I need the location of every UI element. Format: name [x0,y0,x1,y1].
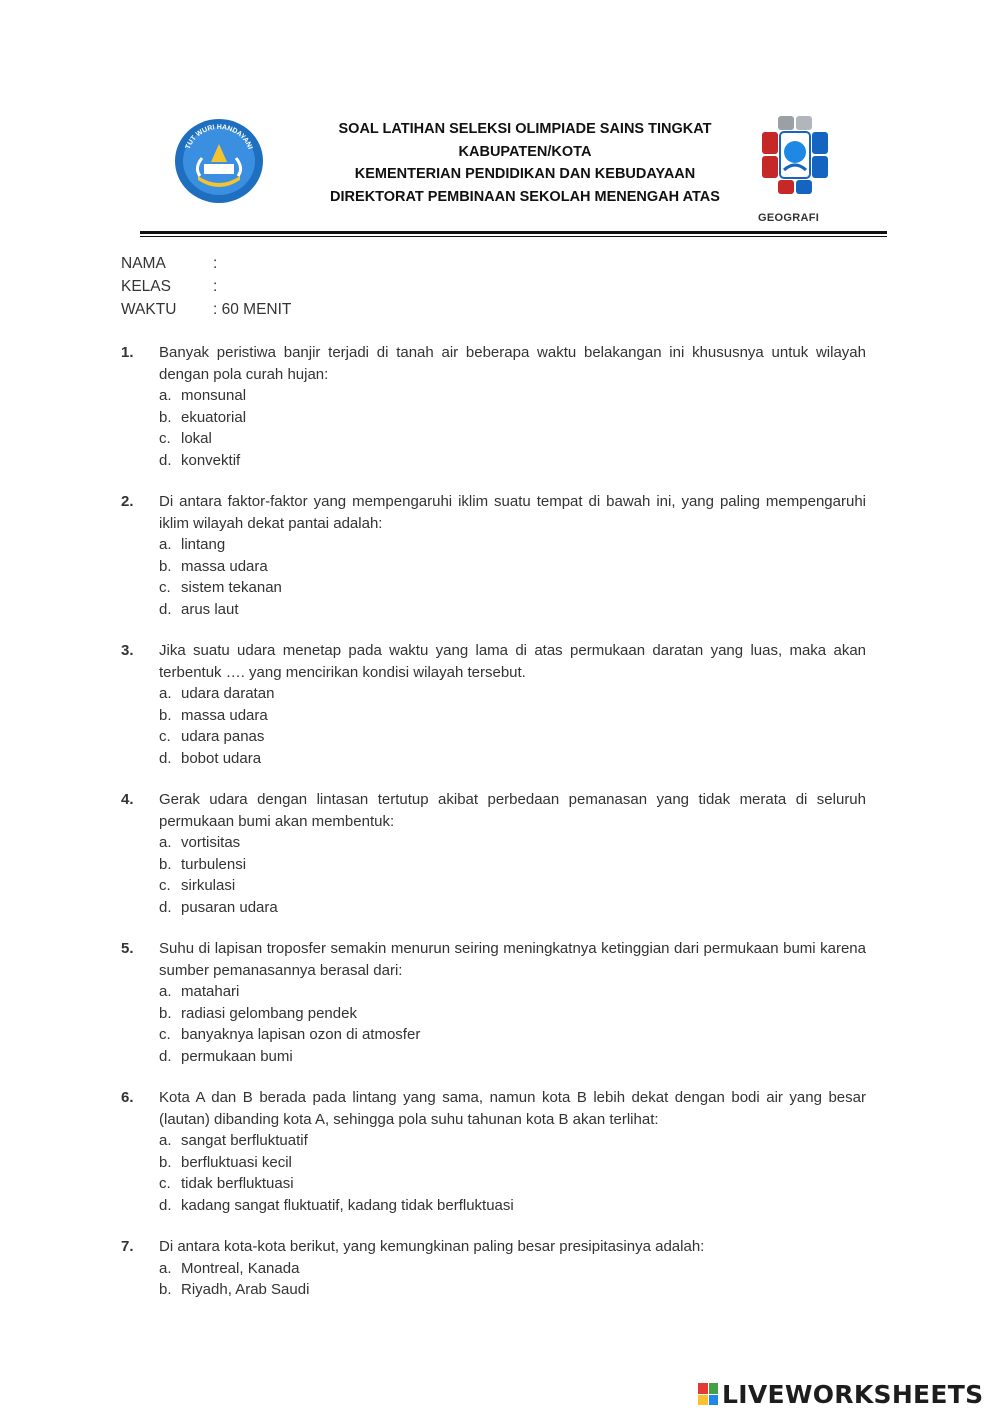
option-letter: b. [159,1281,172,1298]
option-text: matahari [181,983,240,1000]
option-text: arus laut [181,600,239,618]
option-letter: a. [159,1132,172,1149]
option-text: berfluktuasi kecil [181,1153,292,1171]
option-text: banyaknya lapisan ozon di atmosfer [181,1026,421,1043]
option-letter: a. [159,536,172,553]
logo-square-green [709,1383,719,1394]
option-text: lintang [181,536,226,553]
brand-text: LIVEWORKSHEETS [722,1379,984,1409]
option-letter: c. [159,1026,171,1043]
question-7 [121,1236,866,1301]
logo-square-red [698,1383,708,1394]
option-text: pusaran udara [181,898,278,916]
answer-option[interactable] [159,832,866,854]
liveworksheets-brand[interactable] [698,1380,983,1408]
answer-option[interactable] [159,981,866,1003]
option-text: sangat berfluktuatif [181,1132,308,1149]
question-1 [121,342,866,471]
option-letter: b. [159,557,172,575]
answer-option[interactable] [159,1279,866,1301]
answer-option[interactable] [159,897,866,919]
option-letter: a. [159,387,172,404]
option-letter: c. [159,579,171,596]
identity-value: : 60 MENIT [213,301,292,318]
identity-label: KELAS [121,278,171,295]
liveworksheets-logo-icon [698,1383,718,1405]
answer-option[interactable] [159,450,866,472]
question-text: Di antara faktor-faktor yang mempengaruhi iklim suatu tempat di bawah ini, yang paling mempengaruhi iklim wilayah dekat pantai adalah: [159,493,866,532]
option-letter: a. [159,1259,172,1277]
question-number: 7. [121,1238,134,1255]
svg-text:TUT WURI HANDAYANI: TUT WURI HANDAYANI [184,123,254,151]
option-text: kadang sangat fluktuatif, kadang tidak berfluktuasi [181,1196,514,1214]
option-text: massa udara [181,706,268,724]
question-text: Jika suatu udara menetap pada waktu yang lama di atas permukaan daratan yang luas, maka akan terbentuk …. yang mencirikan kondisi wilayah tersebut. [159,642,866,681]
answer-option[interactable] [159,599,866,621]
option-letter: c. [159,728,171,745]
answer-option[interactable] [159,385,866,407]
option-letter: a. [159,685,172,702]
answer-option[interactable] [159,577,866,599]
option-text: Montreal, Kanada [181,1259,300,1277]
answer-option[interactable] [159,1003,866,1025]
question-text: Suhu di lapisan troposfer semakin menurun seiring meningkatnya ketinggian dari permukaan bumi karena sumber pemanasannya berasal dari: [159,940,866,979]
option-text: konvektif [181,451,241,469]
answer-option[interactable] [159,1024,866,1046]
logo-square-yellow [698,1395,708,1406]
title-line: SOAL LATIHAN SELEKSI OLIMPIADE SAINS TINGKAT [338,121,712,137]
option-letter: c. [159,1175,171,1192]
option-text: radiasi gelombang pendek [181,1004,357,1022]
title-line: KABUPATEN/KOTA [458,143,592,160]
geografi-logo [758,114,830,226]
answer-option[interactable] [159,1173,866,1195]
question-number: 2. [121,493,134,510]
option-letter: b. [159,408,172,426]
geografi-caption: GEOGRAFI [758,212,820,224]
option-text: Riyadh, Arab Saudi [181,1281,310,1298]
option-letter: b. [159,706,172,724]
answer-option[interactable] [159,428,866,450]
option-text: udara daratan [181,685,275,702]
option-text: sistem tekanan [181,579,282,596]
option-letter: d. [159,1047,172,1065]
tut-wuri-handayani-logo [174,118,264,204]
question-number: 6. [121,1089,134,1106]
question-number: 3. [121,642,134,659]
question-3 [121,640,866,769]
option-text: ekuatorial [181,408,247,426]
option-text: tidak berfluktuasi [181,1175,294,1192]
identity-row-nama [121,252,291,275]
question-number: 4. [121,791,134,808]
answer-option[interactable] [159,556,866,578]
answer-option[interactable] [159,1046,866,1068]
header-divider-thin [140,236,887,237]
option-letter: a. [159,983,172,1000]
answer-option[interactable] [159,683,866,705]
option-letter: c. [159,877,171,894]
identity-row-kelas [121,275,291,298]
option-letter: b. [159,1153,172,1171]
identity-label: NAMA [121,255,166,272]
question-text: Banyak peristiwa banjir terjadi di tanah air beberapa waktu belakangan ini khususnya untuk wilayah dengan pola curah hujan: [159,344,866,383]
question-text: Di antara kota-kota berikut, yang kemungkinan paling besar presipitasinya adalah: [159,1238,705,1255]
logo-square-blue [709,1395,719,1406]
identity-value: : [213,278,218,295]
page-title [290,118,760,208]
answer-option[interactable] [159,726,866,748]
option-letter: d. [159,451,172,469]
question-4 [121,789,866,918]
answer-option[interactable] [159,1152,866,1174]
answer-option[interactable] [159,407,866,429]
title-line: DIREKTORAT PEMBINAAN SEKOLAH MENENGAH ATAS [330,188,720,205]
answer-option[interactable] [159,1195,866,1217]
answer-option[interactable] [159,875,866,897]
option-text: monsunal [181,387,247,404]
option-text: massa udara [181,557,268,575]
question-text: Kota A dan B berada pada lintang yang sama, namun kota B lebih dekat dengan bodi air yang besar (lautan) dibanding kota A, sehingga pola suhu tahunan kota B akan terlihat: [159,1089,866,1128]
option-letter: d. [159,1196,172,1214]
identity-block [121,252,291,321]
option-text: bobot udara [181,749,262,767]
option-letter: b. [159,1004,172,1022]
identity-value: : [213,255,218,272]
option-text: udara panas [181,728,265,745]
answer-option[interactable] [159,705,866,727]
option-text: vortisitas [181,834,241,851]
answer-option[interactable] [159,1130,866,1152]
question-6 [121,1087,866,1216]
option-letter: c. [159,430,171,447]
option-text: lokal [181,430,212,447]
option-letter: d. [159,600,172,618]
question-text: Gerak udara dengan lintasan tertutup akibat perbedaan pemanasan yang tidak merata di seluruh permukaan bumi akan membentuk: [159,791,866,830]
option-text: permukaan bumi [181,1047,293,1065]
answer-option[interactable] [159,534,866,556]
option-letter: d. [159,749,172,767]
answer-option[interactable] [159,748,866,770]
question-5 [121,938,866,1067]
option-text: sirkulasi [181,877,236,894]
option-letter: b. [159,855,172,873]
header-divider [140,231,887,234]
option-text: turbulensi [181,855,247,873]
answer-option[interactable] [159,854,866,876]
question-number: 5. [121,940,134,957]
option-letter: a. [159,834,172,851]
identity-label: WAKTU [121,301,177,318]
identity-row-waktu [121,298,291,321]
question-list [121,342,866,1321]
answer-option[interactable] [159,1258,866,1280]
question-number: 1. [121,344,134,361]
question-2 [121,491,866,620]
option-letter: d. [159,898,172,916]
title-line: KEMENTERIAN PENDIDIKAN DAN KEBUDAYAAN [354,166,696,182]
